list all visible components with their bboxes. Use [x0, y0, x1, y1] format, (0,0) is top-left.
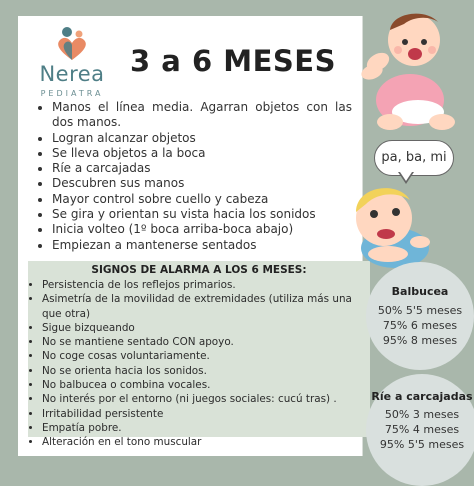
list-item: • No balbucea o combina vocales. — [42, 378, 370, 392]
list-item: • Descubren sus manos — [52, 176, 352, 191]
list-item: • Irritabilidad persistente — [42, 407, 370, 421]
page-title: 3 a 6 MESES — [130, 44, 336, 78]
alarm-signs-panel — [28, 261, 370, 449]
list-item: • No se mantiene sentado CON apoyo. — [42, 335, 370, 349]
babbling-baby-illustration — [356, 188, 430, 268]
babbling-stats-circle — [366, 262, 474, 370]
alarm-list — [28, 278, 370, 450]
heart-logo-icon — [52, 24, 92, 62]
brand-name: Nerea — [39, 62, 105, 86]
stats-line: 95% 5'5 meses — [379, 438, 465, 451]
list-item: • No coge cosas voluntariamente. — [42, 349, 370, 363]
stats-line: 95% 8 meses — [382, 334, 458, 347]
stats-line: 75% 6 meses — [382, 319, 458, 332]
milestone-list — [36, 100, 352, 253]
list-item: • No se orienta hacia los sonidos. — [42, 364, 370, 378]
list-item: • Logran alcanzar objetos — [52, 131, 352, 146]
list-item: • Empiezan a mantenerse sentados — [52, 238, 352, 253]
stats-title: Ríe a carcajadas — [371, 390, 473, 403]
list-item: • Asimetría de la movilidad de extremidades (utiliza más una que otra) — [42, 292, 370, 321]
list-item: • Persistencia de los reflejos primarios. — [42, 278, 370, 292]
stats-line: 50% 5'5 meses — [377, 304, 463, 317]
list-item: • Se gira y orientan su vista hacia los sonidos — [52, 207, 352, 222]
speech-bubble-tail-inner — [400, 172, 412, 181]
stats-line: 75% 4 meses — [384, 423, 460, 436]
list-item: • Sigue bizqueando — [42, 321, 370, 335]
list-item: • Se lleva objetos a la boca — [52, 146, 352, 161]
brand-subtitle: PEDIATRA — [40, 89, 104, 98]
stats-title: Balbucea — [391, 285, 449, 298]
list-item: • No interés por el entorno (ni juegos sociales: cucú tras) . — [42, 392, 370, 406]
speech-bubble: pa, ba, mi — [374, 140, 454, 176]
list-item: • Empatía pobre. — [42, 421, 370, 435]
stats-line: 50% 3 meses — [384, 408, 460, 421]
clapping-baby-illustration — [359, 14, 455, 130]
list-item: • Alteración en el tono muscular — [42, 435, 370, 449]
alarm-title: SIGNOS DE ALARMA A LOS 6 MESES: — [91, 264, 307, 276]
list-item: • Ríe a carcajadas — [52, 161, 352, 176]
list-item: • Inicia volteo (1º boca arriba-boca abajo) — [52, 222, 352, 237]
list-item: • Mayor control sobre cuello y cabeza — [52, 192, 352, 207]
list-item: • Manos el línea media. Agarran objetos con las dos manos. — [52, 100, 352, 131]
laughing-stats-circle — [366, 374, 474, 486]
